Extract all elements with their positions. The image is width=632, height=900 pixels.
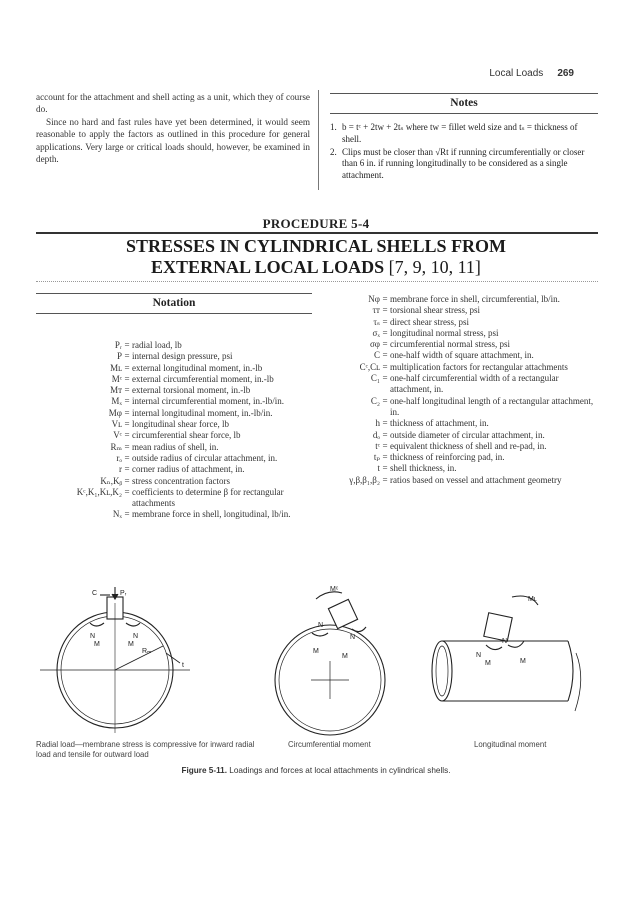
- notation-definition: membrane force in shell, circumferential, lb/in.: [390, 294, 560, 304]
- membrane-arrow: [486, 645, 502, 650]
- notation-definition: equivalent thickness of shell and re-pad, in.: [390, 440, 547, 451]
- notation-box: [36, 293, 312, 314]
- label-m-right: M: [342, 653, 348, 660]
- equals-sign: =: [124, 475, 130, 486]
- equals-sign: =: [124, 385, 130, 396]
- notation-symbol: σₓ: [372, 327, 380, 338]
- notation-entry: [36, 363, 312, 374]
- heading-dotted-rule: [36, 281, 598, 282]
- label-n-right: N: [133, 633, 139, 640]
- notation-definition: internal circumferential moment, in.-lb/in.: [132, 396, 284, 407]
- notation-definition: outside radius of circular attachment, in.: [132, 452, 278, 463]
- equals-sign: =: [382, 429, 388, 440]
- title-references: [7, 9, 10, 11]: [388, 257, 481, 277]
- notation-definition: circumferential normal stress, psi: [390, 339, 510, 350]
- cylinder-right-end: [568, 641, 573, 701]
- notation-symbol: Nφ: [368, 294, 380, 304]
- membrane-arrow: [90, 623, 104, 626]
- notation-definition: membrane force in shell, longitudinal, lb/in.: [132, 509, 291, 520]
- running-head: Local Loads: [489, 68, 544, 79]
- notation-symbol: Kₙ,Kᵦ: [100, 475, 122, 486]
- equals-sign: =: [124, 362, 130, 373]
- notation-entry: [36, 442, 312, 453]
- notation-definition: one-half width of square attachment, in.: [390, 350, 534, 361]
- notation-entry: [36, 385, 312, 396]
- notation-symbol: τₛ: [373, 316, 380, 327]
- notation-entry: [36, 351, 312, 362]
- notation-definition: internal design pressure, psi: [132, 351, 233, 362]
- equals-sign: =: [382, 294, 388, 304]
- notation-entry: [36, 430, 312, 441]
- notation-entry: [36, 396, 312, 407]
- equals-sign: =: [124, 509, 130, 520]
- notation-entry: [330, 362, 598, 373]
- notation-definition: circumferential shear force, lb: [132, 430, 241, 441]
- notation-definition: mean radius of shell, in.: [132, 441, 219, 452]
- notation-title: Notation: [36, 293, 312, 314]
- notation-definition: outside diameter of circular attachment, in.: [390, 429, 545, 440]
- notation-entry: [330, 463, 598, 474]
- notation-definition: corner radius of attachment, in.: [132, 464, 245, 475]
- notation-entry: [330, 418, 598, 429]
- notation-symbol: P: [116, 351, 122, 362]
- notation-symbol: C₂: [370, 395, 380, 406]
- notation-entry: [36, 408, 312, 419]
- note-item: [330, 147, 598, 182]
- notation-entry: [330, 373, 598, 396]
- notation-definition: direct shear stress, psi: [390, 316, 469, 327]
- notation-entry: [330, 430, 598, 441]
- title-line-2: [0, 257, 632, 278]
- notation-entry: [330, 396, 598, 419]
- membrane-arrow: [508, 641, 524, 647]
- page-number: 269: [557, 68, 574, 79]
- equals-sign: =: [382, 474, 388, 485]
- notation-definition: thickness of attachment, in.: [390, 418, 489, 429]
- label-n-left: N: [318, 622, 324, 629]
- notation-definition: thickness of reinforcing pad, in.: [390, 452, 505, 463]
- membrane-arrow: [312, 633, 328, 636]
- equals-sign: =: [124, 351, 130, 362]
- notation-definition: multiplication factors for rectangular attachments: [390, 361, 568, 372]
- radial-load-diagram: [40, 587, 190, 733]
- notation-entry: [36, 419, 312, 430]
- notation-symbol: Mᶜ: [111, 373, 122, 384]
- radius-line: [115, 646, 163, 670]
- equals-sign: =: [382, 463, 388, 474]
- notation-symbol: tₚ: [373, 452, 380, 463]
- notation-entry: [36, 509, 312, 520]
- notation-entry: [36, 374, 312, 385]
- membrane-arrow: [352, 627, 366, 632]
- notation-definition: longitudinal shear force, lb: [132, 419, 229, 430]
- notes-title: Notes: [330, 93, 598, 114]
- equals-sign: =: [382, 361, 388, 372]
- notation-symbol: C: [373, 350, 380, 361]
- notation-entry: [330, 475, 598, 486]
- heading-rule: [36, 232, 598, 234]
- notation-left-list: [36, 340, 312, 521]
- notation-symbol: Kᶜ,K₁,Kʟ,K₂: [76, 486, 122, 497]
- note-number: 1.: [330, 122, 337, 132]
- notation-entry: [330, 350, 598, 361]
- notation-symbol: Mφ: [108, 407, 122, 418]
- label-m-left: M: [94, 641, 100, 648]
- equals-sign: =: [382, 305, 388, 316]
- notation-symbol: C₁: [370, 373, 380, 384]
- label-c: C: [92, 590, 98, 597]
- notes-box: [330, 93, 598, 183]
- notation-entry: [330, 339, 598, 350]
- notation-symbol: dₒ: [372, 429, 380, 440]
- notation-definition: shell thickness, in.: [390, 463, 457, 474]
- equals-sign: =: [124, 340, 130, 350]
- circumferential-moment-diagram: [275, 592, 385, 735]
- label-rm: Rₘ: [142, 648, 152, 655]
- notation-entry: [330, 328, 598, 339]
- label-m-right: M: [128, 641, 134, 648]
- notation-definition: coefficients to determine β for rectangular attachments: [132, 486, 284, 509]
- label-m-left: M: [485, 660, 491, 667]
- notation-definition: internal longitudinal moment, in.-lb/in.: [132, 407, 273, 418]
- notation-symbol: σφ: [369, 339, 380, 350]
- notation-entry: [330, 294, 598, 305]
- equals-sign: =: [382, 327, 388, 338]
- notation-entry: [36, 340, 312, 351]
- intro-paragraph: Since no hard and fast rules have yet been determined, it would seem reasonable to apply the factors as outlined in this procedure for general applications. Very large or critical loads should, however, be examined in depth.: [36, 116, 310, 165]
- notation-symbol: t: [377, 463, 380, 474]
- notation-entry: [36, 464, 312, 475]
- label-t: t: [182, 662, 184, 669]
- notation-symbol: Mʟ: [110, 362, 122, 373]
- figure-caption-text: Loadings and forces at local attachments in cylindrical shells.: [229, 766, 451, 775]
- equals-sign: =: [124, 430, 130, 441]
- notes-list: [330, 122, 598, 182]
- notation-symbol: h: [375, 418, 380, 429]
- notation-symbol: Rₘ: [110, 441, 122, 452]
- label-m-left: M: [313, 648, 319, 655]
- equals-sign: =: [124, 441, 130, 452]
- notation-symbol: rₒ: [116, 452, 122, 463]
- subcaption-circumferential: Circumferential moment: [288, 740, 371, 749]
- notation-symbol: γ,β,β₁,β₂: [349, 474, 380, 485]
- equals-sign: =: [382, 350, 388, 361]
- procedure-title: [0, 236, 632, 278]
- label-n-right: N: [350, 634, 356, 641]
- notation-entry: [36, 453, 312, 464]
- equals-sign: =: [124, 486, 130, 497]
- notation-entry: [36, 476, 312, 487]
- notation-entry: [330, 452, 598, 463]
- notation-definition: external longitudinal moment, in.-lb: [132, 362, 263, 373]
- figure-caption-label: Figure 5-11.: [181, 766, 228, 775]
- membrane-arrow: [126, 623, 140, 626]
- notation-symbol: tᶜ: [375, 440, 380, 451]
- notation-definition: longitudinal normal stress, psi: [390, 327, 499, 338]
- notation-symbol: Mₓ: [111, 396, 122, 407]
- notation-symbol: r: [119, 464, 122, 475]
- equals-sign: =: [124, 373, 130, 384]
- equals-sign: =: [382, 316, 388, 327]
- notation-definition: torsional shear stress, psi: [390, 305, 480, 316]
- title-line-1: STRESSES IN CYLINDRICAL SHELLS FROM: [125, 236, 507, 256]
- notation-definition: external torsional moment, in.-lb: [132, 385, 251, 396]
- notation-definition: external circumferential moment, in.-lb: [132, 373, 274, 384]
- notation-symbol: Mᴛ: [110, 385, 122, 396]
- figure-caption: [0, 766, 632, 775]
- intro-paragraph: account for the attachment and shell acting as a unit, which they of course do.: [36, 92, 310, 115]
- label-m-right: M: [520, 658, 526, 665]
- equals-sign: =: [382, 440, 388, 451]
- procedure-label: PROCEDURE 5-4: [262, 216, 370, 231]
- equals-sign: =: [382, 373, 388, 384]
- column-divider: [318, 90, 319, 190]
- figure-5-11: [30, 583, 610, 743]
- title-line-2-text: EXTERNAL LOCAL LOADS: [151, 257, 385, 277]
- notation-symbol: Vᶜ: [113, 430, 122, 441]
- equals-sign: =: [382, 452, 388, 463]
- notation-entry: [36, 487, 312, 510]
- equals-sign: =: [124, 452, 130, 463]
- label-pr: Pᵣ: [120, 590, 127, 597]
- note-text: b = tᶜ + 2tᴡ + 2tₛ where tᴡ = fillet weld size and tₛ = thickness of shell.: [342, 122, 578, 144]
- notation-definition: radial load, lb: [132, 340, 182, 350]
- label-n-left: N: [90, 633, 96, 640]
- notation-entry: [330, 441, 598, 452]
- equals-sign: =: [382, 395, 388, 406]
- notation-symbol: Nₓ: [112, 509, 122, 520]
- equals-sign: =: [382, 339, 388, 350]
- label-mc: Mᶜ: [330, 586, 339, 593]
- cylinder-left-inner: [436, 646, 448, 696]
- label-ml: Mʟ: [528, 596, 537, 603]
- note-number: 2.: [330, 146, 337, 157]
- equals-sign: =: [124, 396, 130, 407]
- notation-symbol: Pᵣ: [114, 340, 122, 350]
- subcaption-radial: Radial load—membrane stress is compressive for inward radial load and tensile for outward load: [36, 740, 255, 759]
- page-header: [489, 68, 574, 79]
- notation-symbol: τᴛ: [372, 305, 380, 316]
- intro-text: [36, 91, 310, 165]
- longitudinal-moment-diagram: [432, 596, 581, 711]
- notation-symbol: Vʟ: [111, 419, 122, 430]
- label-n-right: N: [502, 638, 508, 645]
- equals-sign: =: [124, 419, 130, 430]
- notation-definition: stress concentration factors: [132, 475, 230, 486]
- equals-sign: =: [124, 407, 130, 418]
- notation-definition: ratios based on vessel and attachment geometry: [390, 474, 562, 485]
- notation-entry: [330, 305, 598, 316]
- equals-sign: =: [382, 418, 388, 429]
- note-item: [330, 122, 598, 146]
- notation-right-list: [330, 294, 598, 486]
- note-text: Clips must be closer than √Rt if running circumferentially or closer than 6 in. if running longitudinally to be considered as a single attachment.: [342, 146, 585, 181]
- cylinder-left-end: [432, 641, 452, 701]
- notation-entry: [330, 317, 598, 328]
- notation-definition: one-half circumferential width of a rectangular attachment, in.: [390, 373, 559, 395]
- equals-sign: =: [124, 464, 130, 475]
- attachment-block: [484, 613, 512, 641]
- cylinder-right-shading: [575, 653, 581, 711]
- subcaption-longitudinal: Longitudinal moment: [474, 740, 547, 749]
- attachment-block: [328, 599, 357, 628]
- notation-definition: one-half longitudinal length of a rectangular attachment, in.: [390, 395, 594, 417]
- notation-symbol: Cᶜ,Cʟ: [359, 361, 380, 372]
- label-n-left: N: [476, 652, 482, 659]
